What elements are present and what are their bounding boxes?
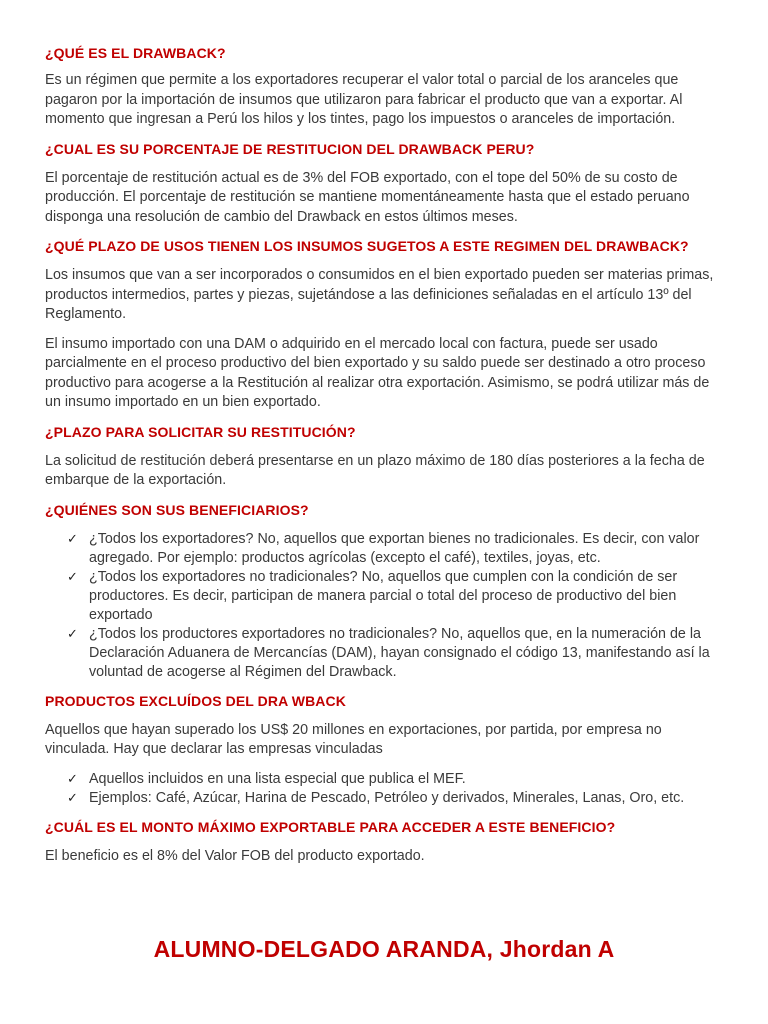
check-icon: ✓ [67,531,78,547]
section-heading-porcentaje: ¿CUAL ES SU PORCENTAJE DE RESTITUCION DEL DRAWBACK PERU? [45,140,535,157]
list-item [45,770,728,789]
section-heading-plazo-usos: ¿QUÉ PLAZO DE USOS TIENEN LOS INSUMOS SUGETOS A ESTE REGIMEN DEL DRAWBACK? [45,238,689,254]
author-name: ALUMNO-DELGADO ARANDA, Jhordan A [153,936,615,962]
excluidos-list [45,770,728,808]
list-item [45,530,728,568]
section-heading-productos-excluidos: PRODUCTOS EXCLUÍDOS DEL DRA WBACK [45,692,346,709]
check-icon: ✓ [67,626,78,642]
list-item [45,568,728,625]
beneficiarios-list [45,530,728,682]
list-item-text: ¿Todos los exportadores? No, aquellos que exportan bienes no tradicionales. Es decir, con valor agregado. Por ejemplo: productos agrícolas (excepto el café), textiles, joyas, etc. [89,530,700,566]
section-heading-que-es: ¿QUÉ ES EL DRAWBACK? [45,45,226,61]
list-item-text: ¿Todos los productores exportadores no tradicionales? No, aquellos que, en la numeración de la Declaración Aduanera de Mercancías (DAM), hayan consignado el código 13, manifestando así la voluntad de acogerse al Régimen del Drawback. [89,625,710,680]
list-item [45,625,728,682]
list-item-text: ¿Todos los exportadores no tradicionales? No, aquellos que cumplen con la condición de ser productores. Es decir, participan de manera parcial o total del proceso de productivo del bien exportado [89,568,678,623]
paragraph-plazo-restitucion: La solicitud de restitución deberá presentarse en un plazo máximo de 180 días posteriores a la fecha de embarque de la exportación. [45,452,705,488]
paragraph-productos-excluidos: Aquellos que hayan superado los US$ 20 millones en exportaciones, por partida, por empresa no vinculada. Hay que declarar las empresas vinculadas [45,721,662,757]
check-icon: ✓ [67,569,78,585]
paragraph-porcentaje: El porcentaje de restitución actual es de 3% del FOB exportado, con el tope del 50% de su costo de producción. El porcentaje de restitución se mantiene momentáneamente hasta que el estado peruano disponga una resolución de cambio del Drawback en estos últimos meses. [45,169,690,225]
paragraph-monto-maximo: El beneficio es el 8% del Valor FOB del producto exportado. [45,847,425,864]
check-icon: ✓ [67,790,78,806]
section-heading-plazo-restitucion: ¿PLAZO PARA SOLICITAR SU RESTITUCIÓN? [45,423,356,440]
paragraph-que-es: Es un régimen que permite a los exportadores recuperar el valor total o parcial de los aranceles que pagaron por la importación de insumos que utilizaron para fabricar el producto que van a exportar. Al momento que ingresan a Perú los hilos y los tintes, pago los impuestos o aranceles de importación. [45,72,683,127]
paragraph-insumos: Los insumos que van a ser incorporados o consumidos en el bien exportado pueden ser materias primas, productos intermedios, partes y piezas, sujetándose a las definiciones señaladas en el artículo 13º del Reglamento. [45,267,714,322]
paragraph-insumo-importado: El insumo importado con una DAM o adquirido en el mercado local con factura, puede ser usado parcialmente en el proceso productivo del bien exportado y su saldo puede ser destinado a otro proceso productivo para acogerse a la Restitución al realizar otra exportación. Asimismo, se podrá utilizar más de un insumo importado en un bien exportado. [45,335,710,410]
list-item [45,789,728,808]
section-heading-beneficiarios: ¿QUIÉNES SON SUS BENEFICIARIOS? [45,501,309,518]
check-icon: ✓ [67,771,78,787]
section-heading-monto-maximo: ¿CUÁL ES EL MONTO MÁXIMO EXPORTABLE PARA ACCEDER A ESTE BENEFICIO? [45,818,616,835]
list-item-text: Aquellos incluidos en una lista especial que publica el MEF. [89,770,466,787]
list-item-text: Ejemplos: Café, Azúcar, Harina de Pescado, Petróleo y derivados, Minerales, Lanas, Oro, etc. [89,789,685,806]
